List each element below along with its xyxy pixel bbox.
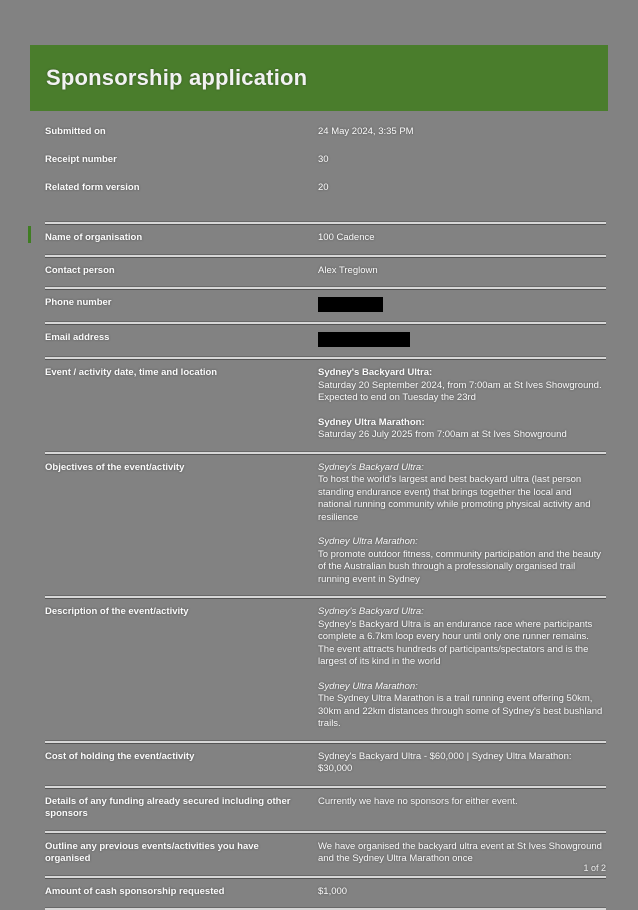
meta-label: Related form version: [45, 182, 140, 193]
field-row: [45, 289, 606, 322]
field-value: [318, 297, 606, 312]
field-value: [318, 332, 606, 347]
field-row: [45, 878, 606, 909]
page-footer: [583, 863, 606, 873]
meta-row: [45, 177, 606, 205]
field-label: Cost of holding the event/activity: [45, 750, 195, 762]
field-value-block: [318, 606, 606, 669]
redacted-value: [318, 297, 383, 312]
field-label: Details of any funding already secured including other sponsors: [45, 795, 291, 819]
field-row: [45, 454, 606, 597]
field-row: [45, 224, 606, 255]
field-label: Amount of cash sponsorship requested: [45, 885, 225, 897]
field-row: [45, 833, 606, 876]
field-label: Description of the event/activity: [45, 606, 189, 617]
field-label: Event / activity date, time and location: [45, 367, 218, 378]
page-title: Sponsorship application: [46, 65, 308, 90]
text-cursor: [28, 226, 31, 243]
field-label: Outline any previous events/activities you have organised: [45, 840, 259, 864]
meta-row: [45, 121, 606, 149]
field-value-heading: Sydney Ultra Marathon:: [318, 416, 425, 428]
redacted-value: [318, 332, 410, 347]
field-value-block: [318, 536, 606, 586]
field-value-heading: Sydney's Backyard Ultra:: [318, 367, 433, 378]
field-value-block: [318, 462, 606, 525]
field-value-heading: Sydney Ultra Marathon:: [318, 536, 418, 547]
field-value-block: [318, 367, 606, 405]
field-value: Currently we have no sponsors for either event.: [318, 795, 518, 807]
field-label: Phone number: [45, 297, 112, 308]
field-row: [45, 257, 606, 288]
field-label: Contact person: [45, 264, 115, 276]
fields-table: [45, 222, 606, 910]
field-value-text: Saturday 20 September 2024, from 7:00am at St Ives Showground. Expected to end on Tuesday the 23rd: [318, 379, 602, 403]
field-value-heading: Sydney's Backyard Ultra:: [318, 461, 424, 473]
field-value: [318, 367, 606, 442]
field-row: [45, 359, 606, 452]
field-value: Sydney's Backyard Ultra - $60,000 | Sydney Ultra Marathon: $30,000: [318, 750, 572, 774]
field-row: [45, 743, 606, 786]
field-row: [45, 324, 606, 357]
field-value-text: Sydney's Backyard Ultra is an endurance race where participants complete a 6.7km loop every hour until only one runner remains. The event attracts hundreds of participants/spectators and is the largest of its kind in the world: [318, 618, 593, 667]
field-value-text: To promote outdoor fitness, community participation and the beauty of the Australian bush through a professionally organised trail running event in Sydney: [318, 548, 602, 585]
field-value-text: To host the world's largest and best backyard ultra (last person standing endurance event) that brings together the local and national running community while promoting physical activity and resilience: [318, 474, 591, 523]
meta-label: Submitted on: [45, 126, 106, 137]
field-value-block: [318, 417, 606, 442]
field-value: [318, 462, 606, 587]
field-value-text: Saturday 26 July 2025 from 7:00am at St Ives Showground: [318, 429, 567, 440]
page-indicator: 1 of 2: [583, 863, 606, 873]
field-label: Email address: [45, 332, 110, 343]
meta-label: Receipt number: [45, 154, 117, 165]
field-label: Objectives of the event/activity: [45, 461, 185, 473]
field-label: Name of organisation: [45, 232, 143, 243]
meta-value: 30: [318, 154, 329, 165]
field-value-text: The Sydney Ultra Marathon is a trail running event offering 50km, 30km and 22km distances through some of Sydney's best bushland trails.: [318, 693, 603, 729]
field-value: [318, 606, 606, 731]
field-value: We have organised the backyard ultra event at St Ives Showground and the Sydney Ultra Marathon once: [318, 840, 602, 864]
field-value: Alex Treglown: [318, 264, 378, 276]
field-value: 100 Cadence: [318, 232, 375, 243]
field-value-heading: Sydney Ultra Marathon:: [318, 680, 418, 692]
field-value-block: [318, 681, 606, 731]
field-row: [45, 598, 606, 741]
meta-section: [45, 121, 606, 205]
meta-value: 20: [318, 182, 329, 193]
meta-value: 24 May 2024, 3:35 PM: [318, 126, 414, 137]
title-banner: [30, 45, 608, 111]
field-value: $1,000: [318, 885, 348, 897]
field-row: [45, 788, 606, 831]
field-value-heading: Sydney's Backyard Ultra:: [318, 606, 424, 617]
meta-row: [45, 149, 606, 177]
